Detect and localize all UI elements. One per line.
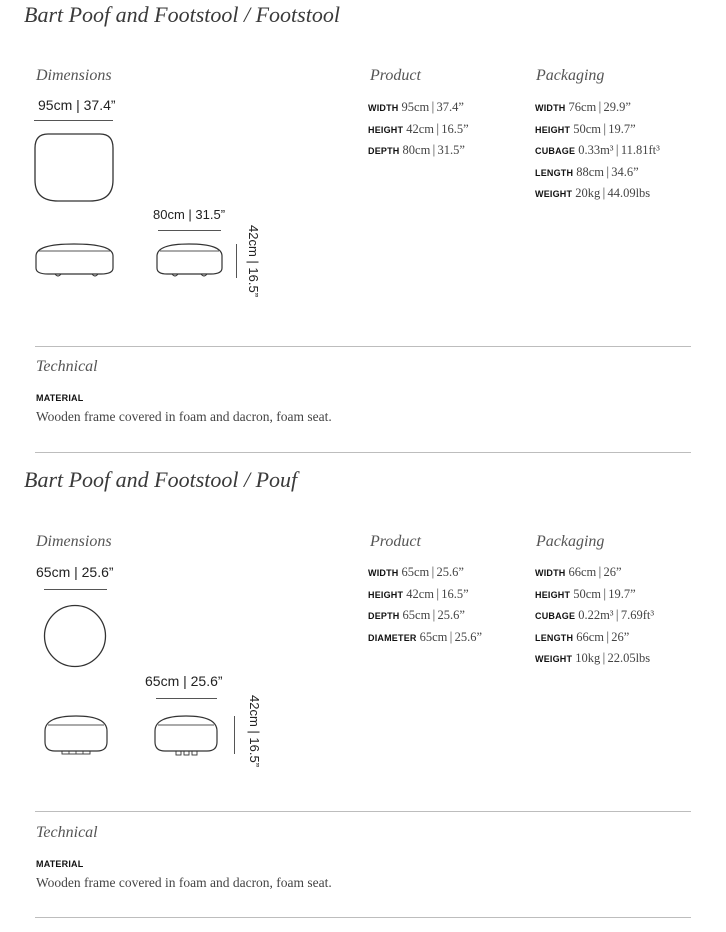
product-spec-row: WIDTH 65cm | 25.6” — [368, 565, 464, 579]
product-spec-row: HEIGHT 42cm | 16.5” — [368, 121, 469, 136]
depth-dimension-line — [158, 230, 221, 231]
material-label: MATERIAL — [36, 859, 84, 869]
material-label: MATERIAL — [36, 393, 84, 403]
product-spec-row: DEPTH 80cm | 31.5” — [368, 143, 465, 157]
material-text: Wooden frame covered in foam and dacron, foam seat. — [36, 875, 332, 890]
depth-dimension-line — [156, 698, 217, 699]
section-divider — [35, 452, 691, 453]
product-spec-row: WIDTH 95cm | 37.4” — [368, 100, 464, 114]
pouf-side-view — [154, 714, 220, 758]
packaging-spec-row: WIDTH 76cm | 29.9” — [535, 100, 631, 114]
width-dimension-label: 65cm | 25.6” — [36, 564, 114, 580]
packaging-specs — [535, 562, 654, 670]
product-specs — [368, 562, 482, 648]
footstool-side-view — [156, 242, 226, 280]
height-dimension-line — [236, 244, 237, 278]
footstool-front-view — [35, 242, 115, 280]
packaging-heading: Packaging — [536, 533, 605, 550]
packaging-spec-row: WIDTH 66cm | 26” — [535, 565, 622, 579]
packaging-spec-row: WEIGHT 10kg | 22.05lbs — [535, 651, 651, 665]
packaging-spec-row: LENGTH 66cm | 26” — [535, 629, 630, 644]
section-title-pouf: Bart Poof and Footstool / Pouf — [24, 467, 298, 492]
dimensions-heading: Dimensions — [36, 67, 112, 84]
depth-dimension-label: 65cm | 25.6” — [145, 673, 223, 689]
section-divider — [35, 346, 691, 347]
packaging-spec-row: HEIGHT 50cm | 19.7” — [535, 121, 636, 136]
product-spec-row: HEIGHT 42cm | 16.5” — [368, 586, 469, 601]
packaging-spec-row: CUBAGE 0.33m³ | 11.81ft³ — [535, 143, 660, 157]
section-divider — [35, 917, 691, 918]
pouf-front-view — [44, 714, 110, 758]
product-heading: Product — [370, 533, 421, 550]
technical-heading: Technical — [36, 824, 98, 841]
packaging-spec-row: CUBAGE 0.22m³ | 7.69ft³ — [535, 608, 655, 622]
packaging-spec-row: HEIGHT 50cm | 19.7” — [535, 586, 636, 601]
product-specs — [368, 97, 469, 162]
height-dimension-label: 42cm | 16.5” — [246, 225, 261, 298]
width-dimension-line — [34, 120, 113, 121]
width-dimension-label: 95cm | 37.4” — [38, 97, 116, 113]
section-title-footstool: Bart Poof and Footstool / Footstool — [24, 2, 340, 27]
footstool-top-view — [34, 134, 114, 202]
packaging-spec-row: WEIGHT 20kg | 44.09lbs — [535, 186, 651, 200]
product-spec-row: DEPTH 65cm | 25.6” — [368, 608, 465, 622]
product-heading: Product — [370, 67, 421, 84]
packaging-spec-row: LENGTH 88cm | 34.6” — [535, 164, 639, 179]
pouf-top-view — [44, 605, 108, 669]
material-text: Wooden frame covered in foam and dacron, foam seat. — [36, 409, 332, 424]
height-dimension-line — [234, 716, 235, 754]
section-divider — [35, 811, 691, 812]
height-dimension-label: 42cm | 16.5” — [247, 695, 262, 768]
packaging-specs — [535, 97, 660, 205]
technical-heading: Technical — [36, 358, 98, 375]
depth-dimension-label: 80cm | 31.5” — [153, 207, 226, 222]
dimensions-heading: Dimensions — [36, 533, 112, 550]
packaging-heading: Packaging — [536, 67, 605, 84]
width-dimension-line — [44, 589, 107, 590]
product-spec-row: DIAMETER 65cm | 25.6” — [368, 629, 483, 644]
